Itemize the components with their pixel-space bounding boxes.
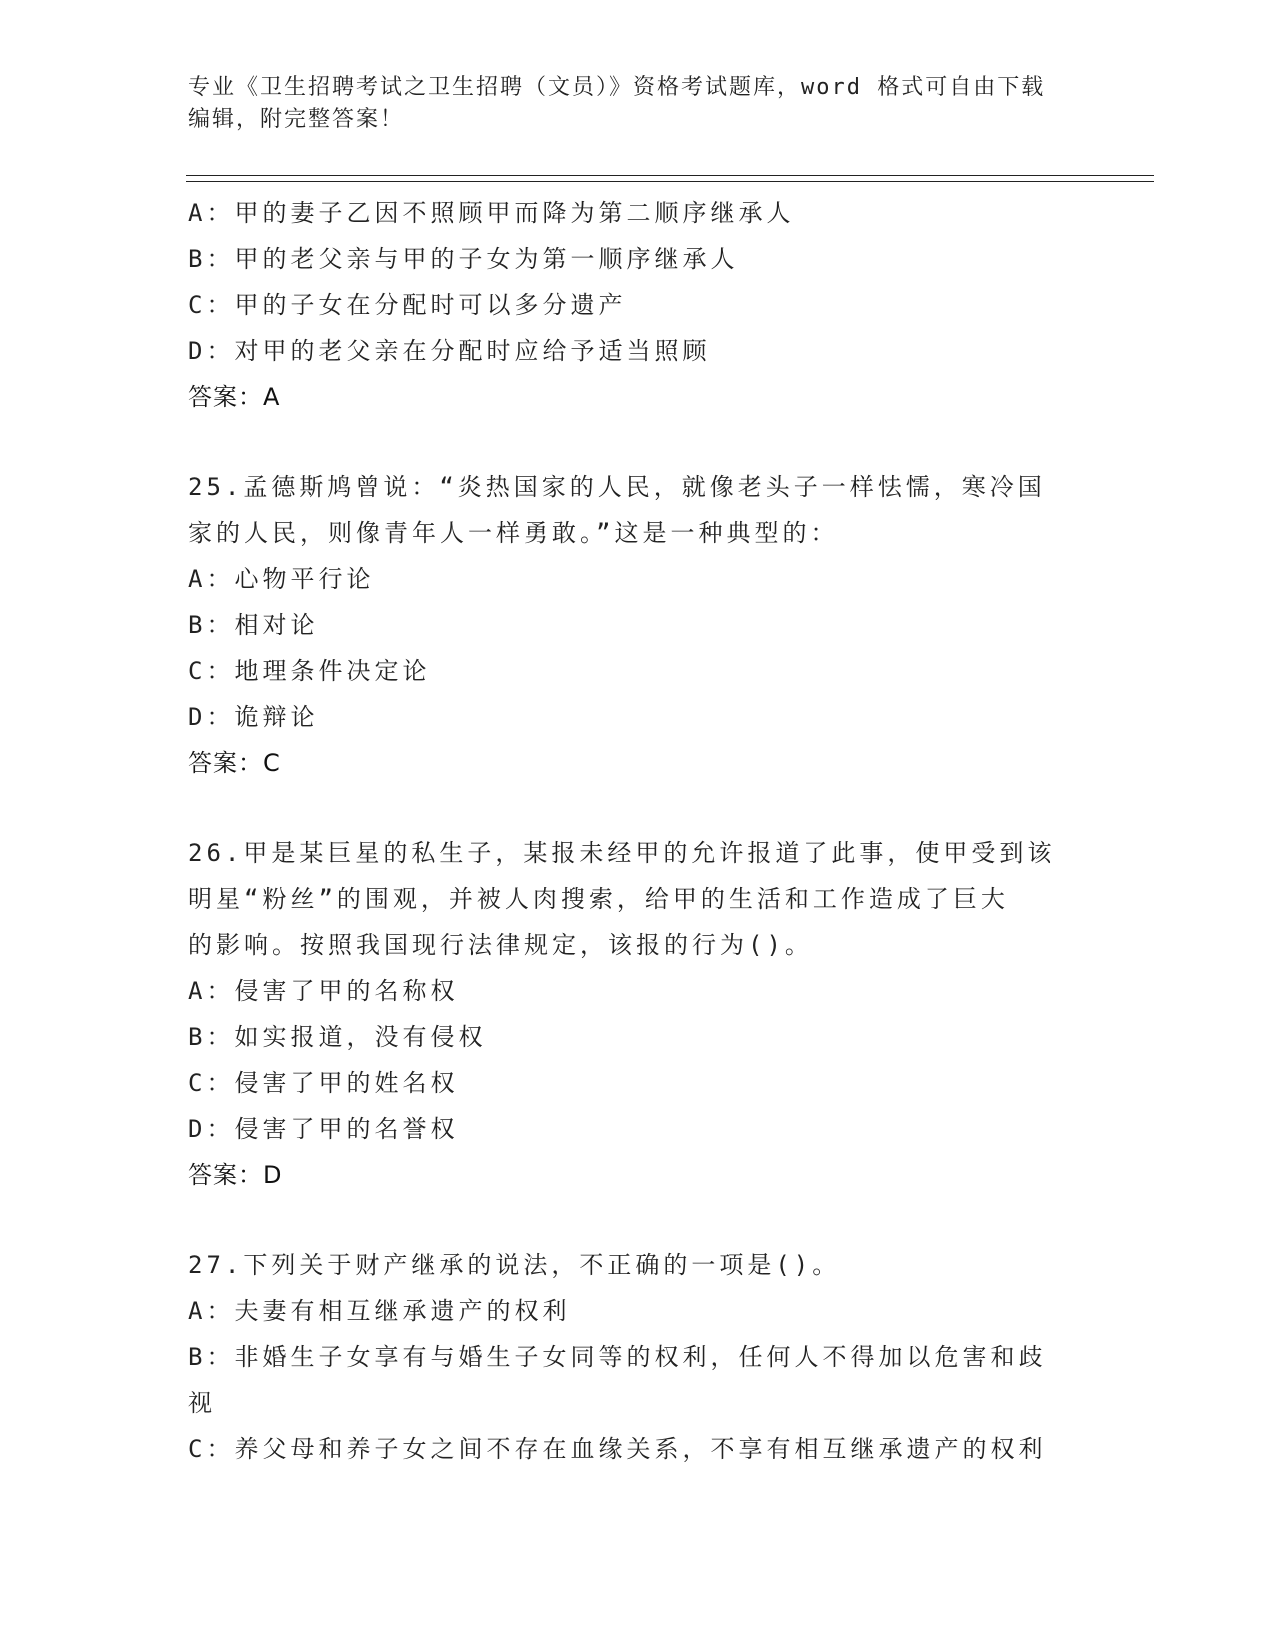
option-b: B：非婚生子女享有与婚生子女同等的权利，任何人不得加以危害和歧 <box>188 1343 1047 1371</box>
header-line-1: 专业《卫生招聘考试之卫生招聘（文员）》资格考试题库，word 格式可自由下载 <box>188 75 1046 100</box>
option-a: A：心物平行论 <box>188 565 375 593</box>
option-b: B：如实报道，没有侵权 <box>188 1023 487 1051</box>
answer-line: 答案：A <box>188 383 281 411</box>
header-divider-bottom <box>186 181 1154 182</box>
question-block <box>188 190 1088 420</box>
question-block <box>188 464 1088 786</box>
document-header <box>188 72 1088 136</box>
option-c: C：养父母和养子女之间不存在血缘关系，不享有相互继承遗产的权利 <box>188 1435 1047 1463</box>
option-c: C：侵害了甲的姓名权 <box>188 1069 459 1097</box>
option-d: D：诡辩论 <box>188 703 319 731</box>
option-a: A：夫妻有相互继承遗产的权利 <box>188 1297 571 1325</box>
option-c: C：甲的子女在分配时可以多分遗产 <box>188 291 627 319</box>
question-list <box>188 190 1088 1472</box>
option-b-continued: 视 <box>188 1389 216 1417</box>
option-a: A：甲的妻子乙因不照顾甲而降为第二顺序继承人 <box>188 199 795 227</box>
question-block <box>188 830 1088 1198</box>
question-text-line: 明星“粉丝”的围观，并被人肉搜索，给甲的生活和工作造成了巨大 <box>188 885 1009 913</box>
spacer <box>188 420 1088 464</box>
question-text-line: 26.甲是某巨星的私生子，某报未经甲的允许报道了此事，使甲受到该 <box>188 839 1056 867</box>
spacer <box>188 786 1088 830</box>
answer-line: 答案：C <box>188 749 281 777</box>
header-line-2: 编辑，附完整答案！ <box>188 107 405 132</box>
question-text-line: 的影响。按照我国现行法律规定，该报的行为()。 <box>188 931 813 959</box>
option-b: B：甲的老父亲与甲的子女为第一顺序继承人 <box>188 245 739 273</box>
header-divider-top <box>186 175 1154 176</box>
option-a: A：侵害了甲的名称权 <box>188 977 459 1005</box>
option-b: B：相对论 <box>188 611 319 639</box>
question-text-line: 27.下列关于财产继承的说法，不正确的一项是()。 <box>188 1251 841 1279</box>
question-text-line: 25.孟德斯鸠曾说：“炎热国家的人民，就像老头子一样怯懦，寒冷国 <box>188 473 1046 501</box>
spacer <box>188 1198 1088 1242</box>
option-d: D：侵害了甲的名誉权 <box>188 1115 459 1143</box>
answer-line: 答案：D <box>188 1161 283 1189</box>
question-block <box>188 1242 1088 1472</box>
option-c: C：地理条件决定论 <box>188 657 431 685</box>
question-text-line: 家的人民，则像青年人一样勇敢。”这是一种典型的： <box>188 519 839 547</box>
option-d: D：对甲的老父亲在分配时应给予适当照顾 <box>188 337 711 365</box>
